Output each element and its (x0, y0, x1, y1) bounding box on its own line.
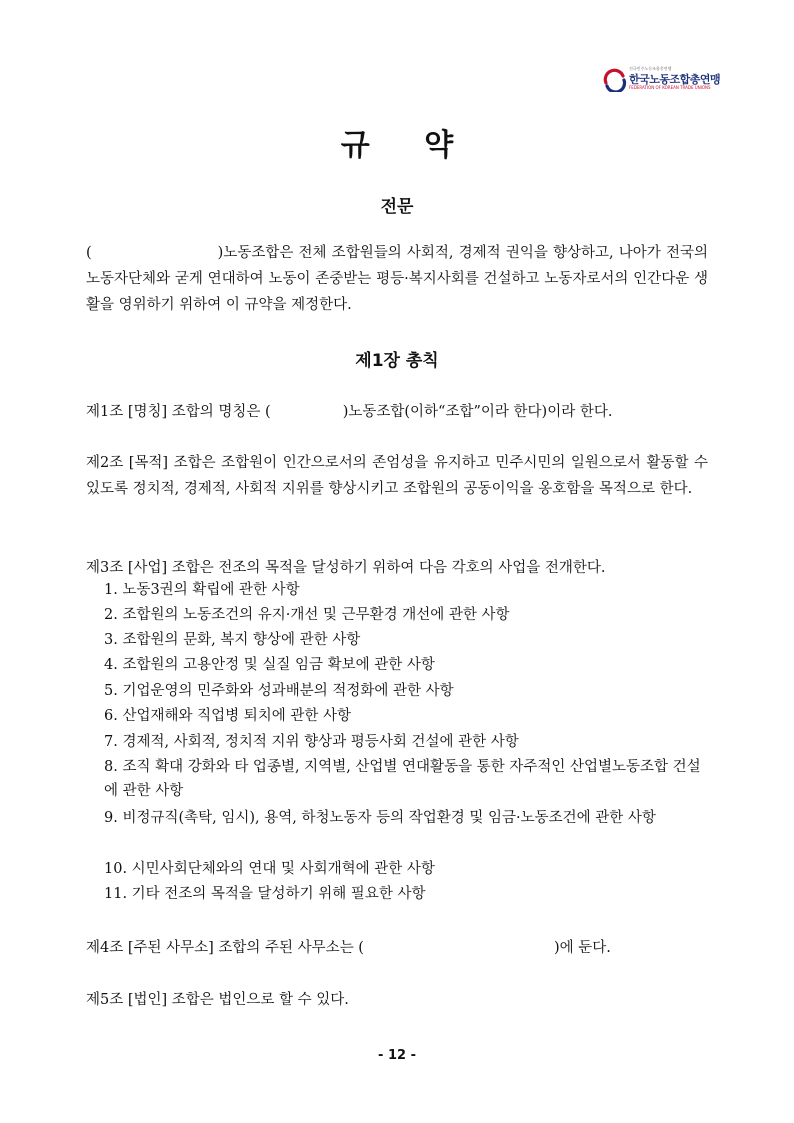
article-3-item-7: 7. 경제적, 사회적, 정치적 지위 향상과 평등사회 건설에 관한 사항 (104, 734, 519, 750)
article-1-pre: 제1조 [명칭] 조합의 명칭은 ( (86, 404, 271, 420)
article-4-post: )에 둔다. (553, 940, 611, 956)
article-5: 제5조 [법인] 조합은 법인으로 할 수 있다. (86, 992, 349, 1008)
logo-name: 한국노동조합총연맹 (629, 73, 721, 86)
article-3-item-6: 6. 산업재해와 직업병 퇴치에 관한 사항 (104, 708, 351, 724)
preamble-open-paren: ( (86, 245, 92, 261)
article-3-item-8: 8. 조직 확대 강화와 타 업종별, 지역별, 산업별 연대활동을 통한 자주적인 산업별노동조합 건설에 관한 사항 (104, 759, 701, 799)
preamble-heading: 전문 (380, 197, 414, 217)
article-4-pre: 제4조 [주된 사무소] 조합의 주된 사무소는 ( (86, 940, 364, 956)
logo-english-name: FEDERATION OF KOREAN TRADE UNIONS (629, 85, 711, 90)
page-number: - 12 - (378, 1048, 416, 1063)
chapter-1-heading: 제1장 총칙 (355, 351, 439, 371)
organization-logo (603, 66, 733, 94)
article-3-item-5: 5. 기업운영의 민주화와 성과배분의 적정화에 관한 사항 (104, 683, 454, 699)
article-3-item-2: 2. 조합원의 노동조건의 유지·개선 및 근무환경 개선에 관한 사항 (104, 607, 510, 623)
article-3: 제3조 [사업] 조합은 전조의 목적을 달성하기 위하여 다음 각호의 사업을 전개한다. (86, 560, 606, 576)
article-1 (86, 400, 708, 421)
article-3-item-9: 9. 비정규직(촉탁, 임시), 용역, 하청노동자 등의 작업환경 및 임금·노동조건에 관한 사항 (104, 810, 656, 826)
logo-small-text: 전국민주노동조합총연맹 (629, 66, 672, 71)
fktu-emblem-icon (603, 68, 627, 92)
article-3-item-10: 10. 시민사회단체와의 연대 및 사회개혁에 관한 사항 (104, 861, 435, 877)
article-3-item-11: 11. 기타 전조의 목적을 달성하기 위해 필요한 사항 (104, 886, 426, 902)
article-2: 제2조 [목적] 조합은 조합원이 인간으로서의 존엄성을 유지하고 민주시민의 일원으로서 활동할 수 있도록 정치적, 경제적, 사회적 지위를 향상시키고 조합원의 공동이익을 옹호함을 목적으로 한다. (86, 455, 708, 497)
preamble-paragraph (86, 240, 708, 318)
article-3-item-1: 1. 노동3권의 확립에 관한 사항 (104, 582, 300, 598)
article-3-item-3: 3. 조합원의 문화, 복지 향상에 관한 사항 (104, 632, 361, 648)
preamble-text: )노동조합은 전체 조합원들의 사회적, 경제적 권익을 향상하고, 나아가 전국의 노동자단체와 굳게 연대하여 노동이 존중받는 평등·복지사회를 건설하고 노동자로서의 인간다운 생활을 영위하기 위하여 이 규약을 제정한다. (86, 245, 708, 313)
article-4 (86, 936, 708, 957)
document-title: 규 약 (340, 128, 454, 163)
article-1-post: )노동조합(이하“조합”이라 한다)이라 한다. (342, 404, 613, 420)
article-3-item-4: 4. 조합원의 고용안정 및 실질 임금 확보에 관한 사항 (104, 657, 435, 673)
